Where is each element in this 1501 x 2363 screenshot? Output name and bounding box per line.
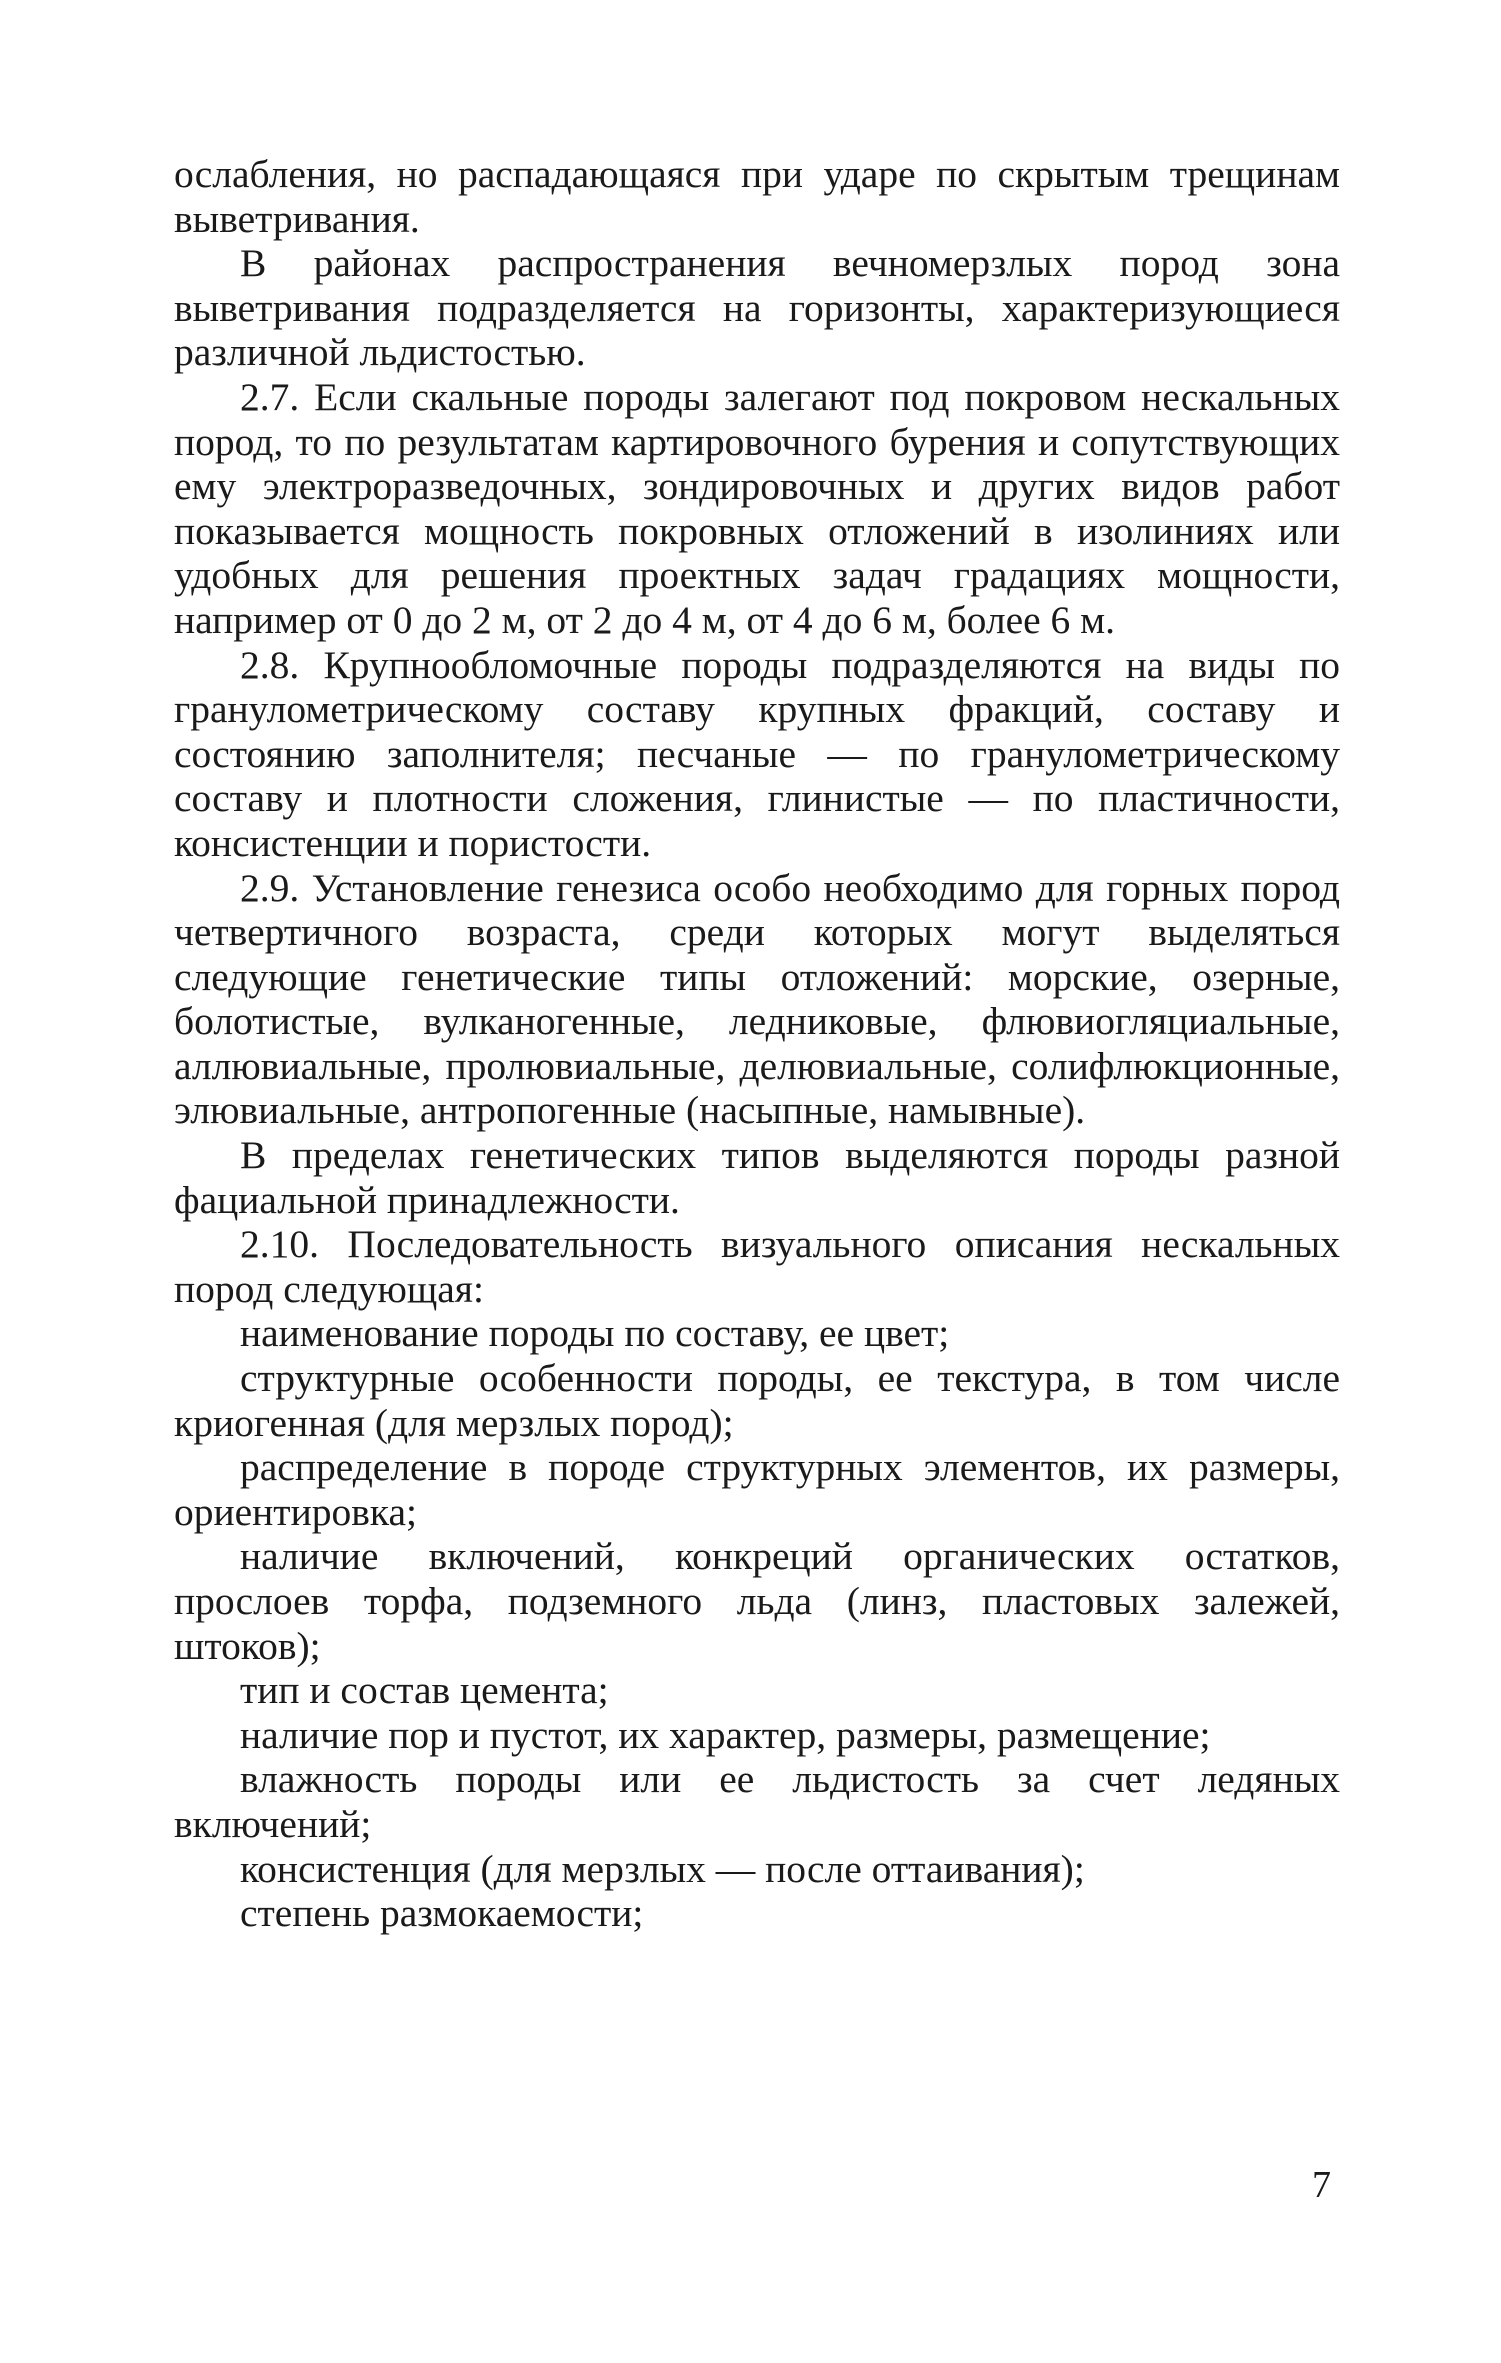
list-item: наличие включений, конкреций органических остатков, прослоев торфа, подземного льда (линз, пластовых залежей, штоков); (174, 1534, 1340, 1668)
paragraph-2: В районах распространения вечномерзлых пород зона выветривания подразделяется на горизонты, характеризующиеся различной льдистостью. (174, 241, 1340, 375)
paragraph-2-10: 2.10. Последовательность визуального описания нескальных пород следующая: (174, 1222, 1340, 1311)
document-body (174, 152, 1340, 1936)
list-item: наличие пор и пустот, их характер, размеры, размещение; (240, 1712, 1211, 1757)
list-item: влажность породы или ее льдистость за счет ледяных включений; (174, 1757, 1340, 1846)
list-item: консистенция (для мерзлых — после оттаивания); (240, 1846, 1085, 1891)
paragraph-genetic-types: В пределах генетических типов выделяются породы разной фациальной принадлежности. (174, 1133, 1340, 1222)
list-item: тип и состав цемента; (240, 1668, 609, 1713)
list-item: распределение в породе структурных элементов, их размеры, ориентировка; (174, 1445, 1340, 1534)
list-item: структурные особенности породы, ее текстура, в том числе криогенная (для мерзлых пород); (174, 1356, 1340, 1445)
list-item: степень размокаемости; (240, 1891, 644, 1936)
paragraph-2-7: 2.7. Если скальные породы залегают под покровом нескальных пород, то по результатам картировочного бурения и сопутствующих ему электроразведочных, зондировочных и других видов работ показывается мощность покровных отложений в изолиниях или удобных для решения проектных задач градациях мощности, например от 0 до 2 м, от 2 до 4 м, от 4 до 6 м, более 6 м. (174, 374, 1340, 642)
paragraph-1: ослабления, но распадающаяся при ударе по скрытым трещинам выветривания. (174, 152, 1340, 241)
page-number: 7 (1312, 2164, 1331, 2206)
paragraph-2-9: 2.9. Установление генезиса особо необходимо для горных пород четвертичного возраста, среди которых могут выделяться следующие генетические типы отложений: морские, озерные, болотистые, вулканогенные, ледниковые, флювиогляциальные, аллювиальные, пролювиальные, делювиальные, солифлюкционные, элювиальные, антропогенные (насыпные, намывные). (174, 865, 1340, 1133)
list-item: наименование породы по составу, ее цвет; (240, 1311, 950, 1356)
paragraph-2-8: 2.8. Крупнообломочные породы подразделяются на виды по гранулометрическому составу крупных фракций, составу и состоянию заполнителя; песчаные — по гранулометрическому составу и плотности сложения, глинистые — по пластичности, консистенции и пористости. (174, 642, 1340, 865)
